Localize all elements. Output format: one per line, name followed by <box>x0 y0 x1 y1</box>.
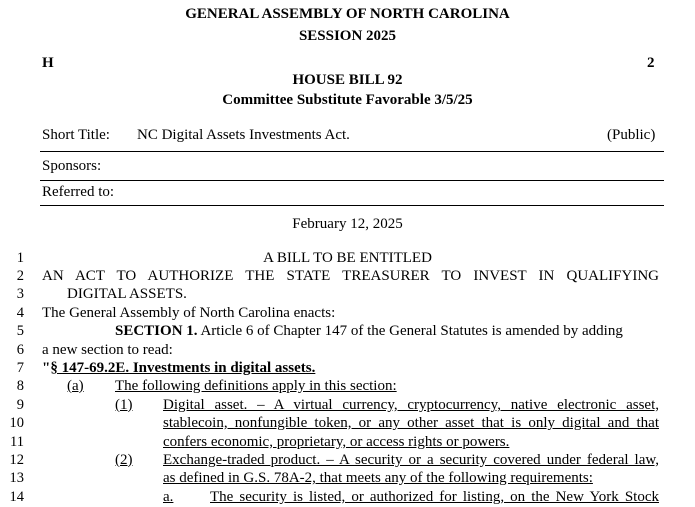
item-mark: (1) <box>115 397 133 413</box>
line-number: 8 <box>16 378 24 394</box>
short-title-value: NC Digital Assets Investments Act. <box>137 127 350 143</box>
short-title-label: Short Title: <box>42 127 110 143</box>
substitute-status: Committee Substitute Favorable 3/5/25 <box>222 92 473 108</box>
definition-text: stablecoin, nonfungible token, or any other asset that is only digital and that <box>163 415 659 431</box>
line-number: 2 <box>16 268 24 284</box>
line-number: 4 <box>16 305 24 321</box>
enacting-clause: The General Assembly of North Carolina enacts: <box>42 305 336 321</box>
subitem-mark: a. <box>163 489 174 505</box>
line-number: 5 <box>16 323 24 339</box>
referred-label: Referred to: <box>42 184 115 200</box>
line-number: 9 <box>16 397 24 413</box>
line-number: 3 <box>16 286 24 302</box>
definition-text: confers economic, proprietary, or access rights or powers. <box>163 434 510 450</box>
chamber-code: H <box>42 55 54 71</box>
filing-date: February 12, 2025 <box>292 216 403 232</box>
definition-text: Digital asset. – A virtual currency, cryptocurrency, native electronic asset, <box>163 397 659 413</box>
line-number: 6 <box>16 342 24 358</box>
statute-heading <box>42 360 315 377</box>
act-title-line: DIGITAL ASSETS. <box>67 286 187 302</box>
version-number: 2 <box>647 55 655 71</box>
definition-text: as defined in G.S. 78A-2, that meets any of the following requirements: <box>163 470 593 486</box>
public-tag: (Public) <box>607 127 656 143</box>
bill-title: HOUSE BILL 92 <box>292 72 403 88</box>
statute-title: § 147-69.2E. Investments in digital assets. <box>50 360 316 376</box>
section-line: a new section to read: <box>42 342 173 358</box>
section-text: Article 6 of Chapter 147 of the General Statutes is amended by adding <box>197 323 623 339</box>
line-number: 11 <box>10 434 24 450</box>
act-title-line: AN ACT TO AUTHORIZE THE STATE TREASURER TO INVEST IN QUALIFYING <box>42 268 659 284</box>
line-number: 7 <box>16 360 24 376</box>
section-number: SECTION 1. <box>115 323 198 339</box>
open-quote: " <box>42 360 51 376</box>
divider-rule <box>40 205 664 206</box>
assembly-heading: GENERAL ASSEMBLY OF NORTH CAROLINA <box>185 6 510 22</box>
definition-text: Exchange-traded product. – A security or a security covered under federal law, <box>163 452 659 468</box>
subsection-mark: (a) <box>67 378 84 394</box>
line-number: 14 <box>9 489 24 505</box>
definition-text: The security is listed, or authorized for listing, on the New York Stock <box>210 489 659 505</box>
divider-rule <box>40 151 664 152</box>
line-number: 1 <box>16 250 24 266</box>
section-line <box>115 323 623 340</box>
line-number: 10 <box>9 415 24 431</box>
session-heading: SESSION 2025 <box>298 28 397 44</box>
item-mark: (2) <box>115 452 133 468</box>
bill-caption: A BILL TO BE ENTITLED <box>263 250 432 266</box>
line-number: 12 <box>9 452 24 468</box>
line-number: 13 <box>9 470 24 486</box>
divider-rule <box>40 180 664 181</box>
sponsors-label: Sponsors: <box>42 158 102 174</box>
subsection-text: The following definitions apply in this section: <box>115 378 397 394</box>
